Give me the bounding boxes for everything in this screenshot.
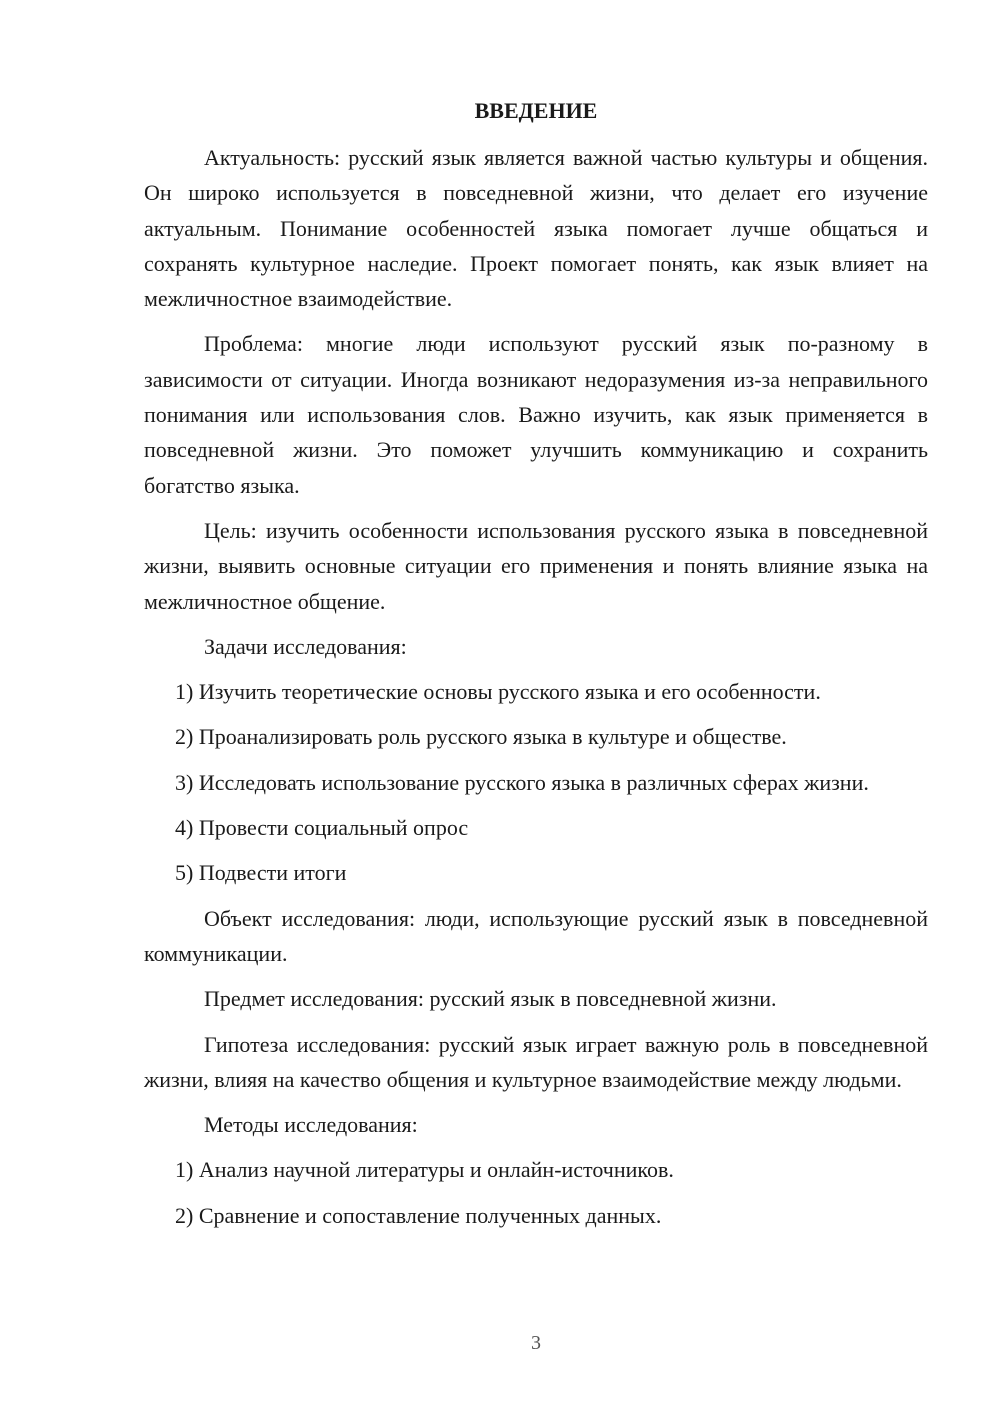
goal-paragraph: Цель: изучить особенности использования русского языка в повседневной жизни, выявить основные ситуации его применения и понять влияние языка на межличностное общение. <box>144 517 928 614</box>
task-item: 5) Подвести итоги <box>175 860 347 886</box>
method-item: 2) Сравнение и сопоставление полученных данных. <box>175 1202 662 1228</box>
relevance-paragraph: Актуальность: русский язык является важной частью культуры и общения. Он широко используется в повседневной жизни, что делает его изучение актуальным. Понимание особенностей языка помогает лучше общаться и сохранять культурное наследие. Проект помогает понять, как язык влияет на межличностное взаимодействие. <box>144 145 928 312</box>
page-title: ВВЕДЕНИЕ <box>474 98 598 123</box>
method-item: 1) Анализ научной литературы и онлайн-источников. <box>175 1157 674 1183</box>
hypothesis-paragraph: Гипотеза исследования: русский язык играет важную роль в повседневной жизни, влияя на качество общения и культурное взаимодействие между людьми. <box>144 1031 928 1092</box>
task-item: 4) Провести социальный опрос <box>175 815 469 841</box>
page-number: 3 <box>531 1332 541 1354</box>
problem-paragraph: Проблема: многие люди используют русский язык по-разному в зависимости от ситуации. Иногда возникают недоразумения из-за неправильного понимания или использования слов. Важно изучить, как язык применяется в повседневной жизни. Это поможет улучшить коммуникацию и сохранить богатство языка. <box>144 331 928 498</box>
tasks-heading: Задачи исследования: <box>204 633 407 659</box>
task-item: 3) Исследовать использование русского языка в различных сферах жизни. <box>175 769 869 795</box>
methods-heading: Методы исследования: <box>204 1112 418 1138</box>
task-item: 2) Проанализировать роль русского языка в культуре и обществе. <box>175 724 787 750</box>
page-content <box>144 96 928 1243</box>
object-paragraph: Объект исследования: люди, использующие русский язык в повседневной коммуникации. <box>144 905 928 966</box>
task-item: 1) Изучить теоретические основы русского языка и его особенности. <box>175 679 821 705</box>
subject-paragraph: Предмет исследования: русский язык в повседневной жизни. <box>204 986 777 1012</box>
